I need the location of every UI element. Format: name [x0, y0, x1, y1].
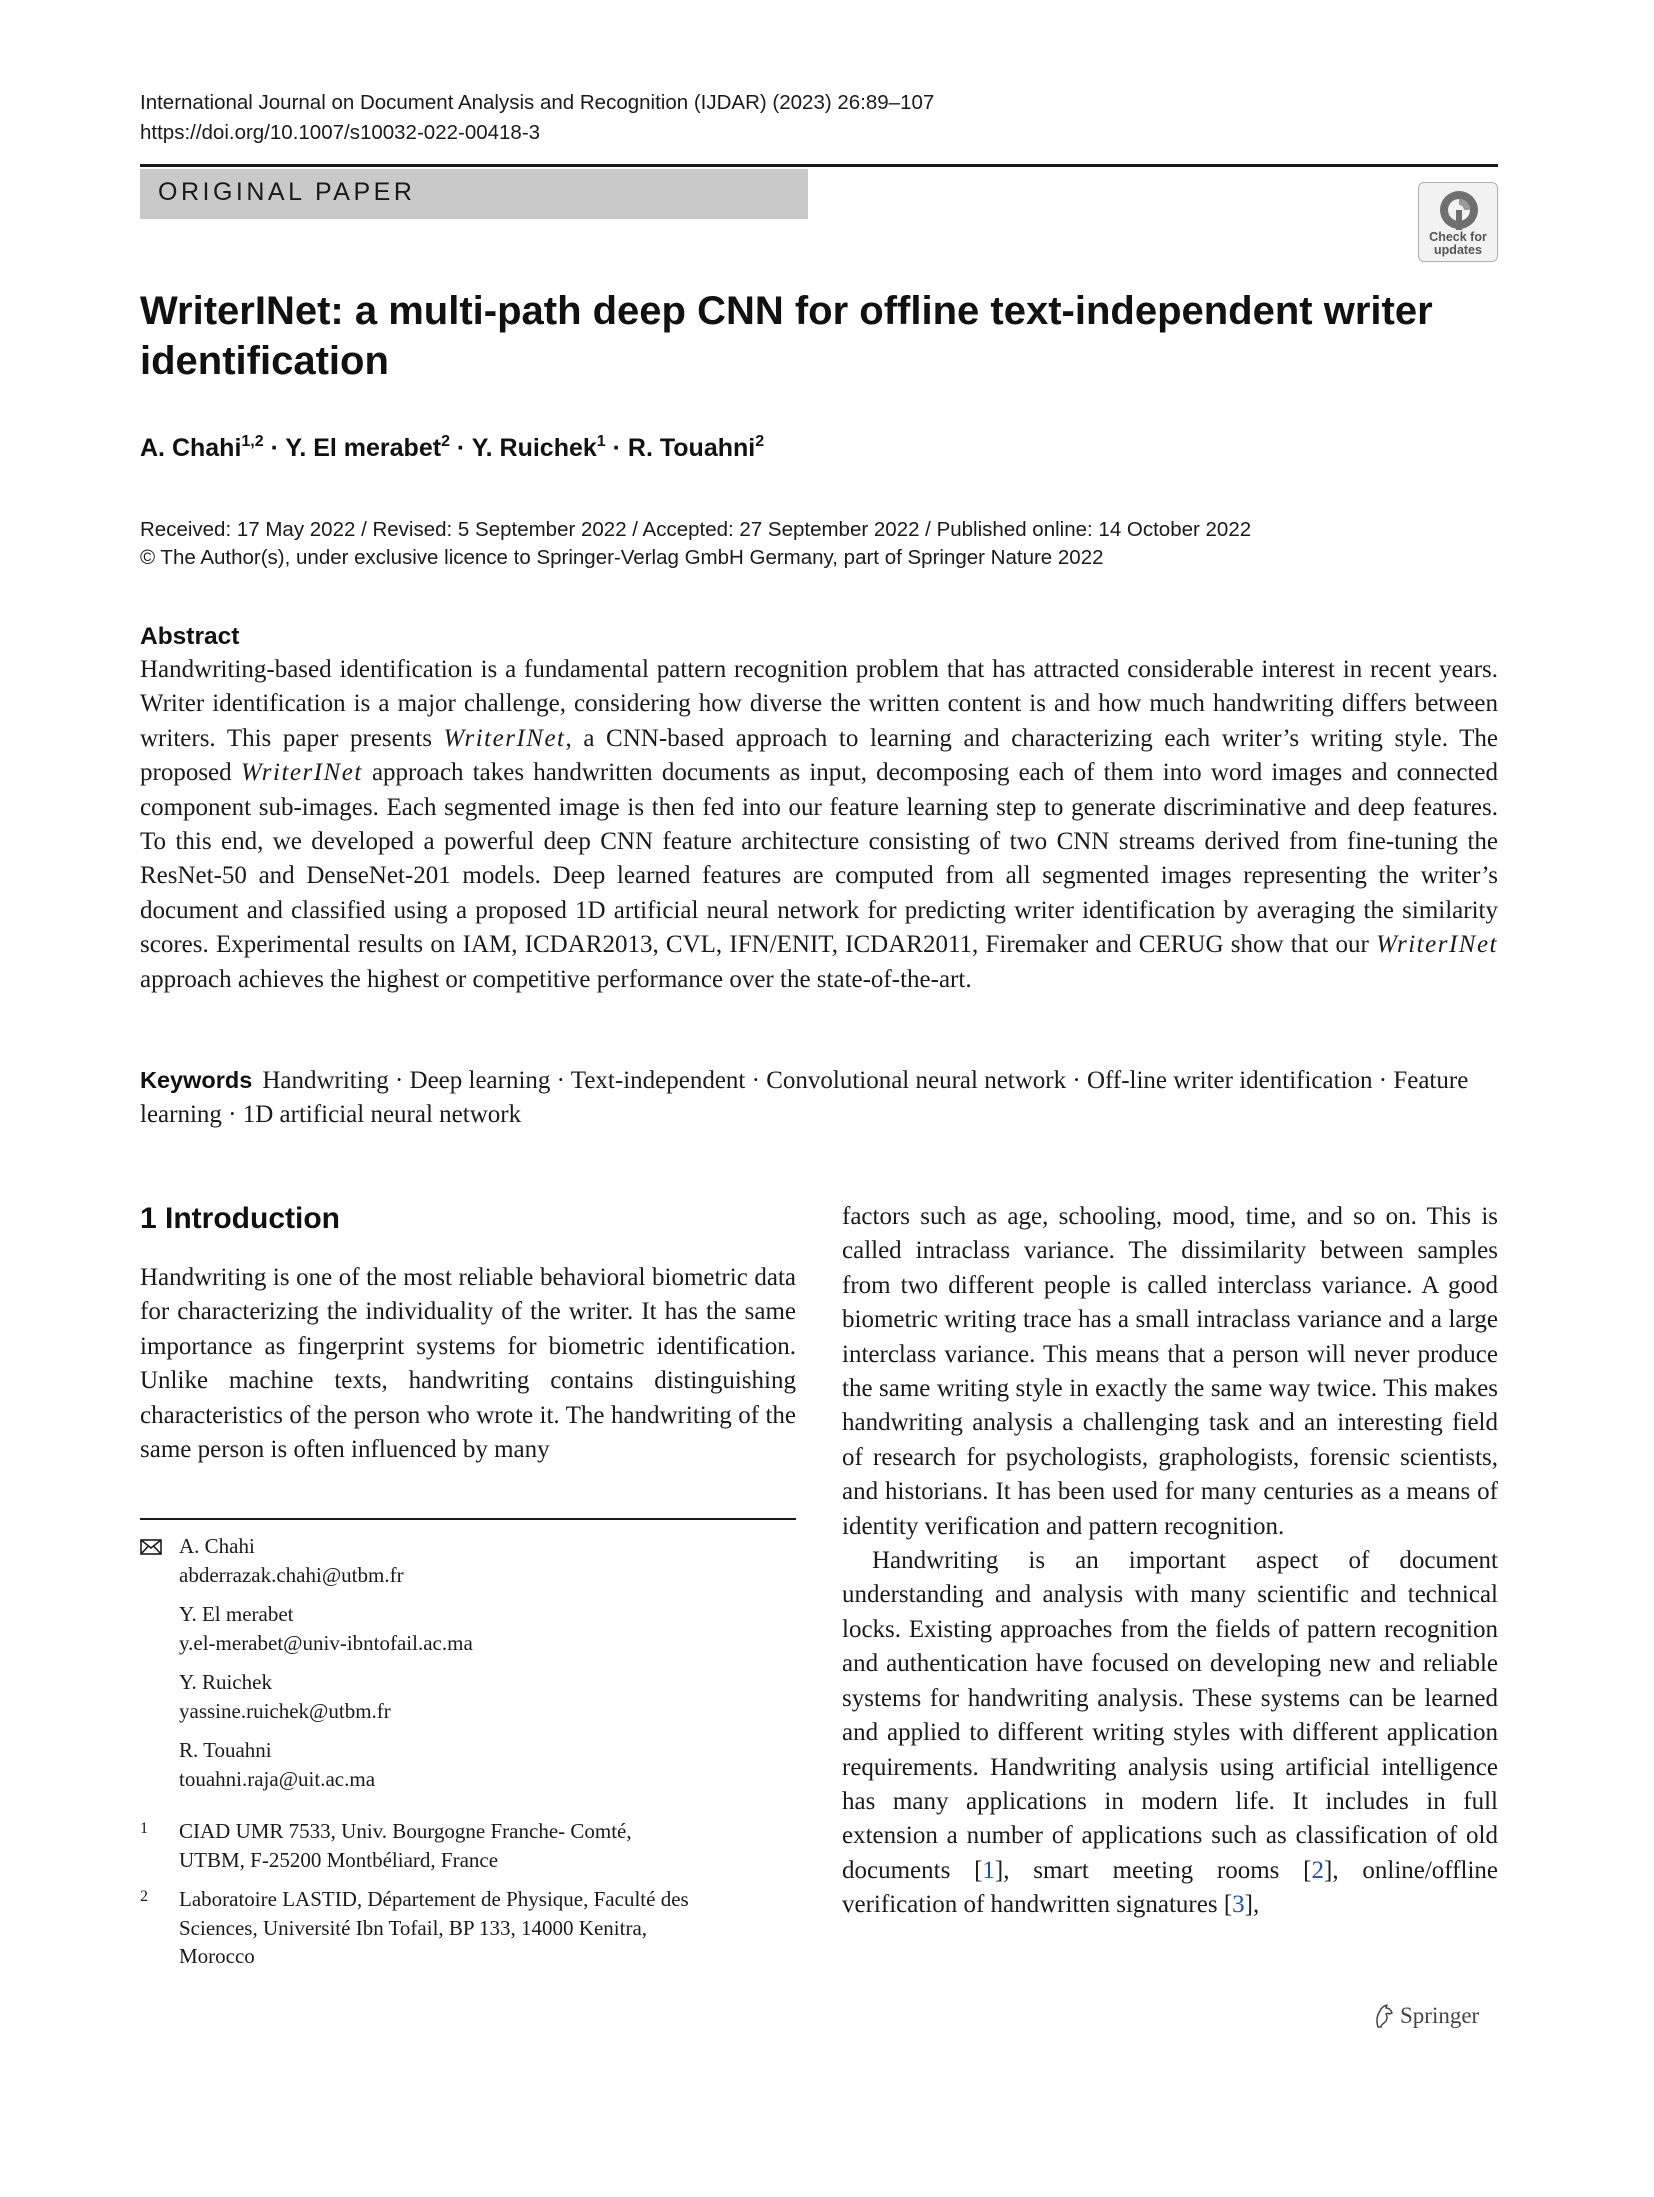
contact-name: A. Chahi [179, 1534, 255, 1558]
author-name: A. Chahi [140, 434, 242, 462]
method-name: WriterINet [240, 759, 363, 787]
envelope-icon [140, 1539, 162, 1555]
author-affiliation: 1,2 [241, 433, 264, 450]
keywords [140, 1063, 1498, 1133]
paper-title [140, 286, 1490, 386]
check-for-updates-icon [1438, 189, 1480, 231]
intro-right-column [842, 1200, 1498, 1923]
title-line-2: identification [140, 339, 389, 383]
keywords-list: Handwriting · Deep learning · Text-independent · Convolutional neural network · Off-line writer identification · Feature learning · 1D artificial neural network [140, 1067, 1469, 1129]
header-rule [140, 164, 1498, 167]
badge-line-2: updates [1434, 243, 1482, 257]
author-name: Y. El merabet [285, 434, 442, 462]
intro-paragraph-continued: factors such as age, schooling, mood, time, and so on. This is called intraclass variance. The dissimilarity between samples from two different people is called interclass variance. A good biometric writing trace has a small intraclass variance and a large interclass variance. This means that a person will never produce the same writing style in exactly the same way twice. This makes handwriting analysis a challenging task and an interesting field of research for psychologists, graphologists, forensic scientists, and historians. It has been used for many centuries as a means of identity verification and pattern recognition. [842, 1203, 1498, 1540]
method-name: WriterINet [443, 724, 566, 752]
affiliation-number: 2 [140, 1888, 148, 1905]
contact-email[interactable]: abderrazak.chahi@utbm.fr [179, 1562, 404, 1587]
contact-block [179, 1668, 391, 1725]
contact-name: Y. Ruichek [179, 1670, 272, 1694]
abstract-heading: Abstract [140, 623, 240, 650]
contact-email[interactable]: yassine.ruichek@utbm.fr [179, 1698, 391, 1723]
check-for-updates-badge[interactable] [1418, 182, 1498, 262]
publisher-name: Springer [1400, 2003, 1480, 2028]
citation-link-3[interactable]: 3 [1232, 1891, 1245, 1919]
journal-citation: International Journal on Document Analysis and Recognition (IJDAR) (2023) 26:89–107 [140, 91, 935, 114]
publication-dates: Received: 17 May 2022 / Revised: 5 September 2022 / Accepted: 27 September 2022 / Published online: 14 October 2022 [140, 518, 1252, 541]
method-name: WriterINet [1376, 931, 1498, 959]
affiliation-1: CIAD UMR 7533, Univ. Bourgogne Franche- Comté, UTBM, F-25200 Montbéliard, France [179, 1819, 632, 1872]
contact-block [179, 1736, 375, 1793]
section-heading: 1 Introduction [140, 1202, 340, 1235]
badge-line-1: Check for [1429, 230, 1487, 244]
author-affiliation: 2 [755, 433, 765, 450]
affiliation-2: Laboratoire LASTID, Département de Physique, Faculté des Sciences, Université Ibn Tofail, BP 133, 14000 Kenitra, Morocco [179, 1887, 689, 1969]
contact-name: Y. El merabet [179, 1602, 294, 1626]
keywords-label: Keywords [140, 1067, 253, 1093]
contact-block [179, 1600, 473, 1657]
title-line-1: WriterINet: a multi-path deep CNN for offline text-independent writer [140, 289, 1433, 333]
contact-name: R. Touahni [179, 1738, 272, 1762]
springer-horse-icon [1372, 2003, 1396, 2029]
affiliation-number: 1 [140, 1820, 148, 1837]
copyright-notice: © The Author(s), under exclusive licence to Springer-Verlag GmbH Germany, part of Springer Nature 2022 [140, 546, 1104, 569]
footnote-rule [140, 1518, 796, 1520]
intro-paragraph-left: Handwriting is one of the most reliable behavioral biometric data for characterizing the individuality of the writer. It has the same importance as fingerprint systems for biometric identification. Unlike machine texts, handwriting contains distinguishing characteristics of the person who wrote it. The handwriting of the same person is often influenced by many [140, 1264, 796, 1464]
contact-email[interactable]: y.el-merabet@univ-ibntofail.ac.ma [179, 1630, 473, 1655]
abstract-body: Handwriting-based identification is a fundamental pattern recognition problem that has attracted considerable interest in recent years. Writer identification is a major challenge, considering how diverse the written content is and how much handwriting differs between writers. This paper presents WriterINet, a CNN-based approach to learning and characterizing each writer’s writing style. The proposed WriterINet approach takes handwritten documents as input, decomposing each of them into word images and connected component sub-images. Each segmented image is then fed into our feature learning step to generate discriminative and deep features. To this end, we developed a powerful deep CNN feature architecture consisting of two CNN streams derived from fine-tuning the ResNet-50 and DenseNet-201 models. Deep learned features are computed from all segmented images representing the writer’s document and classified using a proposed 1D artificial neural network for predicting writer identification by averaging the similarity scores. Experimental results on IAM, ICDAR2013, CVL, IFN/ENIT, ICDAR2011, Firemaker and CERUG show that our WriterINet approach achieves the highest or competitive performance over the state-of-the-art. [140, 656, 1498, 993]
author-list [140, 428, 764, 468]
paper-type-label: ORIGINAL PAPER [158, 178, 416, 206]
paper-type-banner [140, 169, 808, 219]
corresponding-contact [179, 1532, 404, 1589]
author-separator: · [263, 434, 286, 462]
doi-link[interactable]: https://doi.org/10.1007/s10032-022-00418-3 [140, 121, 541, 144]
contact-email[interactable]: touahni.raja@uit.ac.ma [179, 1766, 376, 1791]
author-affiliation: 1 [596, 433, 606, 450]
author-affiliation: 2 [441, 433, 450, 450]
citation-link-1[interactable]: 1 [982, 1856, 995, 1884]
author-name: R. Touahni [627, 434, 756, 462]
author-separator: · [449, 434, 472, 462]
citation-link-2[interactable]: 2 [1311, 1856, 1325, 1884]
author-name: Y. Ruichek [471, 434, 597, 462]
publisher-logo [1372, 2002, 1498, 2032]
author-separator: · [605, 434, 628, 462]
intro-paragraph-2: Handwriting is an important aspect of document understanding and analysis with many scientific and technical locks. Existing approaches from the fields of pattern recognition and authentication have focused on developing new and reliable systems for handwriting analysis. These systems can be learned and applied to different writing styles with different application requirements. Handwriting analysis using artificial intelligence has many applications in modern life. It includes in full extension a number of applications such as classification of old documents [1], smart meeting rooms [2], online/offline verification of handwritten signatures [3], [842, 1547, 1498, 1919]
